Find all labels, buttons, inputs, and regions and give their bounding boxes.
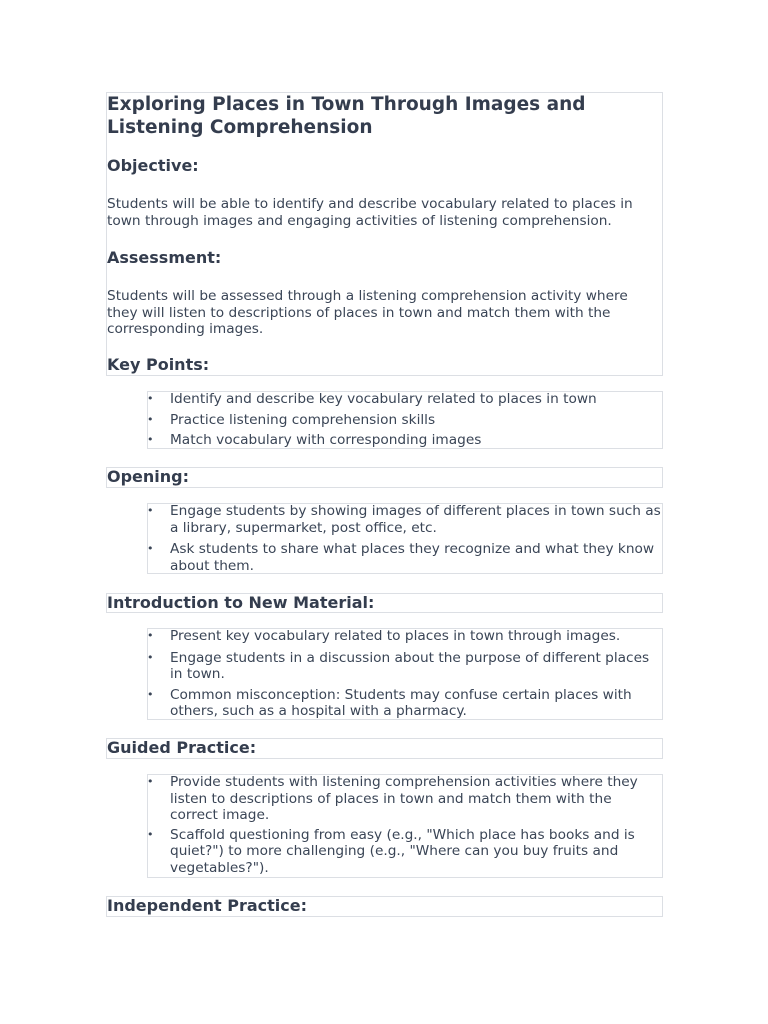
key-points-list-box: [147, 391, 663, 449]
bullet-icon: •: [147, 650, 154, 664]
opening-heading: Opening:: [107, 467, 190, 486]
bullet-icon: •: [147, 775, 154, 788]
page-title: [107, 93, 662, 139]
guided-practice-heading-box: [106, 738, 663, 759]
intro-block: [106, 92, 663, 376]
key-points-list: [147, 391, 662, 449]
bullet-icon: •: [147, 827, 154, 841]
independent-practice-heading: Independent Practice:: [107, 896, 308, 915]
list-item: • Common misconception: Students may confuse certain places with others, such as a hospital with a pharmacy.: [147, 686, 632, 719]
opening-list-box: [147, 503, 663, 574]
page-title-line-1: Exploring Places in Town Through Images and: [107, 94, 586, 115]
introduction-list-box: [147, 628, 663, 720]
bullet-icon: •: [147, 433, 154, 446]
bullet-icon: •: [147, 629, 154, 642]
introduction-heading: Introduction to New Material:: [107, 593, 375, 612]
key-points-heading: Key Points:: [107, 355, 210, 374]
bullet-icon: •: [147, 412, 154, 426]
page-title-line-2: Listening Comprehension: [107, 117, 373, 138]
guided-practice-list-box: [147, 774, 663, 878]
guided-practice-heading: Guided Practice:: [107, 738, 257, 757]
list-item: • Provide students with listening comprehension activities where they listen to descriptions of places in town and match them with the correct image.: [147, 774, 638, 823]
objective-text: Students will be able to identify and describe vocabulary related to places in town through images and engaging activities of listening comprehension.: [107, 196, 633, 229]
assessment-text: Students will be assessed through a listening comprehension activity where they will listen to descriptions of places in town and match them with the corresponding images.: [107, 288, 628, 337]
introduction-heading-box: [106, 593, 663, 613]
independent-practice-heading-box: [106, 896, 663, 917]
list-item: • Practice listening comprehension skills: [147, 411, 436, 428]
list-item: • Engage students in a discussion about the purpose of different places in town.: [147, 649, 650, 682]
guided-practice-list: [147, 774, 662, 876]
list-item: • Engage students by showing images of different places in town such as a library, supermarket, post office, etc.: [147, 503, 661, 536]
list-item: • Match vocabulary with corresponding images: [147, 432, 482, 448]
list-item: • Identify and describe key vocabulary related to places in town: [147, 391, 597, 407]
bullet-icon: •: [147, 392, 154, 405]
opening-heading-box: [106, 467, 663, 488]
list-item: • Ask students to share what places they recognize and what they know about them.: [147, 541, 655, 574]
opening-list: [147, 503, 661, 574]
bullet-icon: •: [147, 504, 154, 517]
bullet-icon: •: [147, 687, 154, 701]
list-item: • Present key vocabulary related to places in town through images.: [147, 628, 621, 644]
list-item: • Scaffold questioning from easy (e.g., "Which place has books and is quiet?") to more challenging (e.g., "Where can you buy fruits and vegetables?").: [147, 826, 635, 876]
introduction-list: [147, 628, 662, 720]
bullet-icon: •: [147, 542, 154, 555]
assessment-heading: Assessment:: [107, 248, 222, 267]
objective-heading: Objective:: [107, 156, 199, 175]
